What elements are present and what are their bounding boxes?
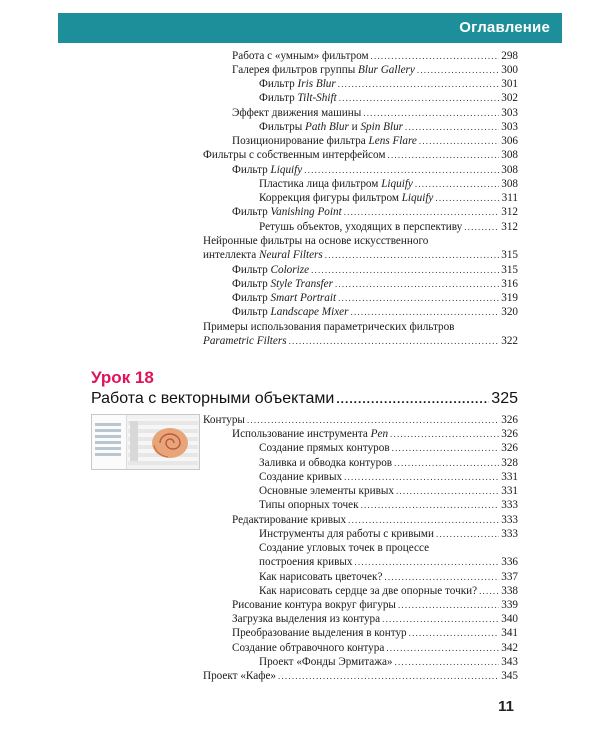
toc-entry-label — [232, 63, 415, 77]
toc-entry-label — [259, 570, 382, 584]
toc-entry-term: Neural Filters — [259, 249, 323, 261]
toc-entry-text: Фильтр — [232, 278, 271, 290]
leader-dots — [395, 655, 500, 669]
toc-entry-text: Типы опорных точек — [259, 499, 359, 511]
toc-entry-term: Tilt-Shift — [297, 92, 337, 104]
nautilus-shell-icon — [92, 415, 199, 469]
toc-entry-label — [259, 177, 413, 191]
leader-dots — [278, 669, 499, 683]
toc-entry-text: Инструменты для работы с кривыми — [259, 528, 434, 540]
toc-entry-label — [232, 427, 388, 441]
toc-entry-page: 342 — [501, 642, 518, 654]
running-header-title: Оглавление — [459, 19, 550, 36]
toc-entry-text: Основные элементы кривых — [259, 485, 394, 497]
toc-entry-term: Path Blur — [305, 121, 349, 133]
toc-entry[interactable] — [259, 91, 518, 105]
toc-entry[interactable] — [232, 598, 518, 612]
toc-entry[interactable] — [259, 484, 518, 498]
toc-entry-page: 312 — [501, 221, 518, 233]
toc-entry-term: Liquify — [270, 164, 303, 176]
toc-entry[interactable] — [259, 470, 518, 484]
toc-entry-label — [232, 626, 407, 640]
toc-entry-label — [259, 456, 392, 470]
toc-entry-label — [232, 205, 342, 219]
leader-dots — [386, 641, 499, 655]
toc-entry-label — [259, 220, 462, 234]
toc-entry-text: построения кривых — [259, 556, 353, 568]
toc-entry-text: Галерея фильтров группы — [232, 64, 359, 76]
leader-dots — [339, 91, 500, 105]
toc-entry-label — [232, 291, 336, 305]
toc-entry-page: 338 — [501, 585, 518, 597]
toc-entry-label — [232, 49, 369, 63]
toc-entry[interactable] — [259, 584, 518, 598]
toc-entry[interactable] — [259, 527, 518, 541]
toc-entry-text: Создание угловых точек в процессе — [259, 542, 430, 554]
toc-entry-label — [259, 191, 433, 205]
toc-entry-text: Фильтр — [259, 92, 298, 104]
toc-entry-text: Создание прямых контуров — [259, 442, 390, 454]
toc-entry-page: 308 — [501, 178, 518, 190]
toc-entry-label — [232, 598, 396, 612]
toc-entry-label — [203, 234, 428, 248]
toc-entry-text: Коррекция фигуры фильтром — [259, 192, 402, 204]
toc-entry-page: 308 — [501, 149, 518, 161]
leader-dots — [348, 513, 499, 527]
toc-entry-page: 340 — [501, 613, 518, 625]
leader-dots — [371, 49, 500, 63]
lesson-thumbnail-image — [91, 414, 200, 470]
toc-entry-page: 341 — [501, 627, 518, 639]
toc-entry-text: Редактирование кривых — [232, 514, 347, 526]
toc-entry-label — [232, 134, 417, 148]
toc-entry[interactable] — [232, 291, 518, 305]
toc-entry[interactable] — [232, 612, 518, 626]
toc-entry-text: Как нарисовать сердце за две опорные точки? — [259, 585, 478, 597]
toc-entry-page: 333 — [501, 514, 518, 526]
toc-entry[interactable] — [232, 49, 518, 63]
toc-entry-label — [232, 513, 346, 527]
toc-entry-label — [203, 248, 323, 262]
toc-entry-label — [232, 106, 361, 120]
toc-entry[interactable] — [203, 334, 518, 348]
toc-entry-page: 320 — [501, 306, 518, 318]
toc-entry-term: Colorize — [270, 264, 310, 276]
leader-dots — [335, 277, 499, 291]
toc-entry-label — [232, 641, 384, 655]
toc-entry[interactable] — [232, 163, 518, 177]
toc-entry-text: Примеры использования параметрических фильтров — [203, 321, 455, 333]
leader-dots — [344, 205, 500, 219]
toc-entry-page: 303 — [501, 107, 518, 119]
toc-entry-label — [232, 277, 333, 291]
leader-dots — [419, 134, 499, 148]
leader-dots — [289, 334, 500, 348]
leader-dots — [351, 305, 500, 319]
leader-dots — [417, 63, 499, 77]
leader-dots — [338, 291, 499, 305]
toc-entry-term: Smart Portrait — [270, 292, 337, 304]
toc-entry-label — [259, 470, 342, 484]
toc-entry-label — [259, 555, 352, 569]
toc-entry-text: Загрузка выделения из контура — [232, 613, 381, 625]
toc-entry-text: интеллекта — [203, 249, 260, 261]
toc-entry[interactable] — [259, 220, 518, 234]
toc-entry-text: Фильтр — [232, 206, 271, 218]
toc-entry-label — [259, 527, 434, 541]
toc-entry[interactable] — [232, 305, 518, 319]
toc-entry-page: 322 — [501, 335, 518, 347]
toc-entry-page: 303 — [501, 121, 518, 133]
toc-entry-text: Фильтр — [232, 164, 271, 176]
leader-dots — [304, 163, 499, 177]
toc-entry-term: Lens Flare — [368, 135, 417, 147]
toc-entry[interactable] — [259, 456, 518, 470]
lesson-page: 325 — [491, 390, 518, 407]
toc-entry[interactable] — [232, 106, 518, 120]
leader-dots — [311, 263, 499, 277]
leader-dots — [361, 498, 500, 512]
toc-entry-term: Spin Blur — [360, 121, 404, 133]
leader-dots — [415, 177, 499, 191]
leader-dots — [396, 484, 499, 498]
toc-entry[interactable] — [259, 555, 518, 569]
toc-entry-text: Фильтр — [232, 292, 271, 304]
toc-entry-page: 300 — [501, 64, 518, 76]
leader-dots — [382, 612, 499, 626]
toc-entry-label — [259, 541, 429, 555]
toc-entry-page: 331 — [501, 471, 518, 483]
toc-entry-text: Пластика лица фильтром — [259, 178, 382, 190]
toc-entry-page: 301 — [501, 78, 518, 90]
toc-entry-text: Фильтры — [259, 121, 306, 133]
leader-dots — [388, 148, 500, 162]
leader-dots — [392, 441, 500, 455]
toc-entry[interactable] — [259, 177, 518, 191]
toc-entry-page: 306 — [501, 135, 518, 147]
leader-dots — [435, 191, 499, 205]
toc-entry-label — [203, 334, 287, 348]
toc-entry[interactable] — [232, 63, 518, 77]
toc-entry-label — [232, 163, 302, 177]
toc-entry[interactable] — [232, 641, 518, 655]
toc-entry-term: Blur Gallery — [358, 64, 415, 76]
toc-entry-page: 315 — [501, 264, 518, 276]
toc-entry-text: Преобразование выделения в контур — [232, 627, 407, 639]
leader-dots — [247, 413, 499, 427]
toc-entry-text: Проект «Фонды Эрмитажа» — [259, 656, 393, 668]
toc-entry-page: 308 — [501, 164, 518, 176]
toc-entry-page: 337 — [501, 571, 518, 583]
toc-entry-text: и — [348, 121, 361, 133]
toc-entry-text: Ретушь объектов, уходящих в перспективу — [259, 221, 463, 233]
toc-entry-page: 328 — [501, 457, 518, 469]
toc-entry-label — [203, 413, 245, 427]
toc-entry[interactable] — [259, 655, 518, 669]
toc-entry-label — [232, 612, 380, 626]
toc-entry[interactable] — [232, 134, 518, 148]
toc-entry-page: 326 — [501, 428, 518, 440]
leader-dots — [394, 456, 499, 470]
toc-entry-text: Заливка и обводка контуров — [259, 457, 393, 469]
leader-dots — [338, 77, 499, 91]
toc-entry-label — [203, 320, 454, 334]
toc-entry-term: Landscape Mixer — [270, 306, 349, 318]
toc-entry-page: 302 — [501, 92, 518, 104]
toc-entry[interactable] — [259, 570, 518, 584]
toc-entry-text: Фильтр — [232, 306, 271, 318]
leader-dots — [354, 555, 499, 569]
toc-entry-label — [259, 655, 393, 669]
toc-entry-label — [259, 584, 477, 598]
toc-entry[interactable] — [232, 626, 518, 640]
leader-dots — [464, 220, 499, 234]
leader-dots — [325, 248, 499, 262]
toc-entry-text: Фильтр — [232, 264, 271, 276]
lesson-title: Работа с векторными объектами — [91, 390, 335, 407]
toc-entry[interactable] — [232, 263, 518, 277]
toc-entry-text: Фильтр — [259, 78, 298, 90]
toc-entry-text: Как нарисовать цветочек? — [259, 571, 383, 583]
toc-entry-text: Создание кривых — [259, 471, 343, 483]
toc-entry-label — [203, 669, 276, 683]
toc-entry-term: Pen — [370, 428, 389, 440]
running-header-bar — [58, 13, 562, 43]
toc-entry-label — [259, 91, 337, 105]
toc-entry[interactable] — [232, 427, 518, 441]
toc-entry[interactable] — [203, 148, 518, 162]
leader-dots — [436, 527, 499, 541]
toc-entry[interactable] — [259, 77, 518, 91]
toc-entry-page: 345 — [501, 670, 518, 682]
toc-entry-text: Создание обтравочного контура — [232, 642, 385, 654]
leader-dots — [363, 106, 499, 120]
toc-entry-text: Контуры — [203, 414, 245, 426]
toc-entry[interactable] — [203, 413, 518, 427]
toc-entry[interactable] — [232, 277, 518, 291]
toc-entry-term: Liquify — [401, 192, 434, 204]
toc-entry[interactable] — [203, 320, 454, 334]
toc-entry-label — [259, 441, 390, 455]
toc-entry-label — [259, 498, 359, 512]
toc-entry-page: 343 — [501, 656, 518, 668]
toc-entry-page: 312 — [501, 206, 518, 218]
toc-entry-term: Liquify — [381, 178, 413, 190]
toc-entry-text: Работа с «умным» фильтром — [232, 50, 369, 62]
toc-entry-page: 333 — [501, 499, 518, 511]
toc-entry-text: Нейронные фильтры на основе искусственного — [203, 235, 429, 247]
toc-entry-page: 326 — [501, 442, 518, 454]
toc-entry-label — [232, 263, 309, 277]
toc-entry[interactable] — [259, 441, 518, 455]
leader-dots — [409, 626, 500, 640]
toc-entry-page: 333 — [501, 528, 518, 540]
toc-entry-label — [232, 305, 349, 319]
toc-entry-page: 336 — [501, 556, 518, 568]
toc-entry-text: Проект «Кафе» — [203, 670, 277, 682]
lesson-number: Урок 18 — [91, 368, 154, 387]
toc-entry-label — [259, 77, 336, 91]
toc-entry-term: Parametric Filters — [203, 335, 287, 347]
leader-dots — [398, 598, 499, 612]
leader-dots — [479, 584, 499, 598]
leader-dots — [390, 427, 499, 441]
toc-entry-text: Использование инструмента — [232, 428, 371, 440]
toc-entry-label — [259, 484, 394, 498]
toc-entry-page: 319 — [501, 292, 518, 304]
toc-entry-page: 315 — [501, 249, 518, 261]
toc-entry-term: Vanishing Point — [270, 206, 342, 218]
toc-entry-page: 339 — [501, 599, 518, 611]
page-number: 11 — [498, 698, 514, 715]
toc-entry-text: Позиционирование фильтра — [232, 135, 369, 147]
toc-entry[interactable] — [232, 513, 518, 527]
lesson-title-row[interactable] — [91, 390, 518, 408]
leader-dots — [336, 392, 489, 406]
toc-entry-page: 316 — [501, 278, 518, 290]
toc-entry-label — [259, 120, 403, 134]
toc-entry-text: Рисование контура вокруг фигуры — [232, 599, 396, 611]
toc-entry[interactable] — [259, 541, 429, 555]
toc-entry[interactable] — [203, 669, 518, 683]
toc-entry-page: 326 — [501, 414, 518, 426]
leader-dots — [344, 470, 499, 484]
toc-entry-label — [203, 148, 386, 162]
toc-entry-term: Iris Blur — [297, 78, 336, 90]
toc-entry-term: Style Transfer — [270, 278, 333, 290]
toc-entry[interactable] — [232, 205, 518, 219]
toc-entry-page: 331 — [501, 485, 518, 497]
toc-entry-text: Фильтры с собственным интерфейсом — [203, 149, 386, 161]
toc-entry[interactable] — [203, 248, 518, 262]
leader-dots — [384, 570, 499, 584]
leader-dots — [405, 120, 499, 134]
toc-entry[interactable] — [259, 120, 518, 134]
toc-entry-text: Эффект движения машины — [232, 107, 362, 119]
toc-entry-page: 298 — [501, 50, 518, 62]
toc-entry[interactable] — [203, 234, 428, 248]
toc-entry[interactable] — [259, 191, 518, 205]
toc-entry[interactable] — [259, 498, 518, 512]
toc-entry-page: 311 — [501, 192, 518, 204]
